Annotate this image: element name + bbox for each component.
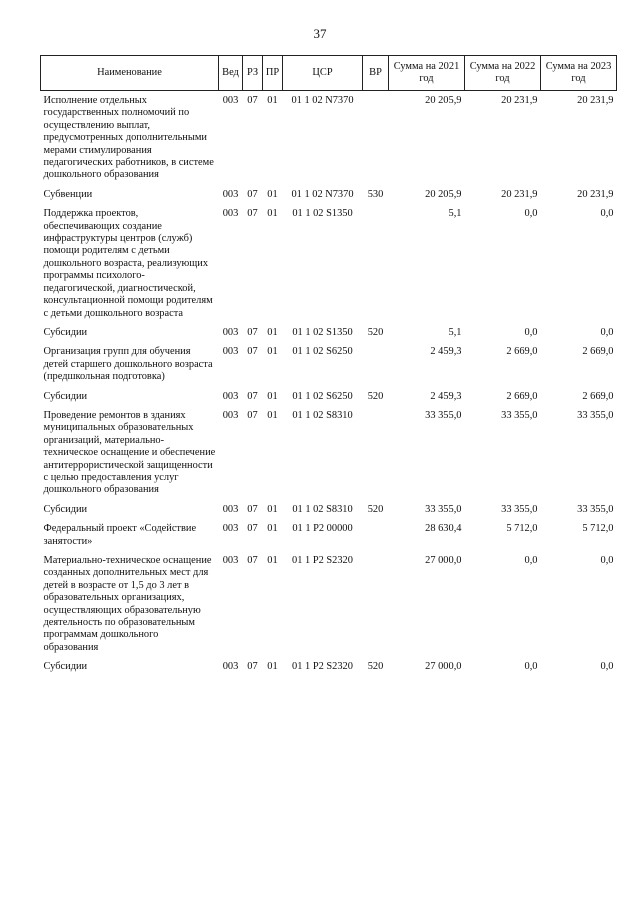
header-name: Наименование bbox=[41, 56, 219, 91]
cell-sum-2023: 20 231,9 bbox=[577, 188, 614, 200]
cell-name: Исполнение отдельных государственных полномочий по осуществлению выплат, предусмотренных дополнительными мерами стимулирования педагогических работников, в системе дошкольного образования bbox=[43, 95, 214, 181]
cell-sum-2022: 0,0 bbox=[524, 208, 538, 220]
cell-sum-2021: 27 000,0 bbox=[425, 661, 462, 673]
cell-sum-2021: 28 630,4 bbox=[425, 523, 462, 535]
table-row bbox=[41, 657, 617, 676]
cell-rz: 07 bbox=[247, 208, 258, 220]
cell-sum-2022: 2 669,0 bbox=[506, 346, 538, 358]
cell-ved: 003 bbox=[222, 409, 239, 421]
cell-ved: 003 bbox=[222, 503, 239, 515]
cell-pr: 01 bbox=[267, 326, 278, 338]
cell-vr bbox=[363, 204, 389, 323]
cell-ved: 003 bbox=[222, 390, 239, 402]
cell-name: Федеральный проект «Содействие занятости» bbox=[43, 523, 197, 547]
cell-sum-2022: 0,0 bbox=[524, 326, 538, 338]
cell-name: Субсидии bbox=[43, 390, 88, 402]
cell-vr: 520 bbox=[367, 503, 384, 515]
cell-sum-2023: 0,0 bbox=[600, 661, 614, 673]
cell-csr: 01 1 P2 S2320 bbox=[292, 555, 353, 566]
cell-rz: 07 bbox=[247, 523, 258, 535]
cell-rz: 07 bbox=[247, 555, 258, 566]
cell-sum-2022: 20 231,9 bbox=[501, 95, 538, 106]
cell-vr: 520 bbox=[367, 326, 384, 338]
cell-pr: 01 bbox=[267, 188, 278, 200]
cell-sum-2023: 5 712,0 bbox=[582, 523, 614, 535]
cell-csr: 01 1 02 S6250 bbox=[292, 346, 353, 358]
cell-ved: 003 bbox=[222, 208, 239, 220]
cell-csr: 01 1 P2 S2320 bbox=[292, 661, 353, 673]
cell-csr: 01 1 02 S8310 bbox=[292, 409, 353, 421]
cell-name: Поддержка проектов, обеспечивающих создание инфраструктуры центров (служб) помощи родителям с детьми дошкольного возраста, реализующих программы психолого-педагогической, диагностической, консультационной помощи родителям с детьми дошкольного возраста bbox=[43, 208, 213, 319]
cell-name: Субсидии bbox=[43, 503, 88, 515]
budget-table bbox=[40, 55, 617, 677]
cell-vr bbox=[363, 551, 389, 657]
header-vr: ВР bbox=[363, 56, 389, 91]
cell-sum-2022: 5 712,0 bbox=[506, 523, 538, 535]
table-body bbox=[41, 91, 617, 677]
cell-sum-2023: 2 669,0 bbox=[582, 390, 614, 402]
cell-sum-2023: 0,0 bbox=[600, 208, 614, 220]
table-row bbox=[41, 500, 617, 519]
table-row bbox=[41, 91, 617, 185]
table-row bbox=[41, 342, 617, 386]
cell-name: Организация групп для обучения детей старшего дошкольного возраста (предшкольная подготовка) bbox=[43, 346, 213, 383]
cell-rz: 07 bbox=[247, 188, 258, 200]
cell-sum-2022: 33 355,0 bbox=[501, 409, 538, 421]
cell-sum-2021: 2 459,3 bbox=[430, 346, 462, 358]
cell-csr: 01 1 02 S1350 bbox=[292, 208, 353, 220]
cell-sum-2021: 20 205,9 bbox=[425, 188, 462, 200]
table-header bbox=[41, 56, 617, 91]
header-csr: ЦСР bbox=[283, 56, 363, 91]
cell-pr: 01 bbox=[267, 523, 278, 535]
cell-rz: 07 bbox=[247, 503, 258, 515]
cell-rz: 07 bbox=[247, 95, 258, 106]
cell-sum-2021: 2 459,3 bbox=[430, 390, 462, 402]
cell-csr: 01 1 02 N7370 bbox=[291, 95, 354, 106]
cell-rz: 07 bbox=[247, 346, 258, 358]
cell-vr bbox=[363, 342, 389, 386]
cell-csr: 01 1 02 S6250 bbox=[292, 390, 353, 402]
header-sum-2023: Сумма на 2023 год bbox=[541, 56, 617, 91]
cell-sum-2022: 0,0 bbox=[524, 555, 538, 566]
cell-vr bbox=[363, 406, 389, 500]
cell-sum-2021: 20 205,9 bbox=[425, 95, 462, 106]
cell-pr: 01 bbox=[267, 661, 278, 673]
cell-rz: 07 bbox=[247, 409, 258, 421]
page-number: 37 bbox=[313, 26, 327, 41]
cell-ved: 003 bbox=[222, 661, 239, 673]
table-row bbox=[41, 185, 617, 204]
cell-pr: 01 bbox=[267, 390, 278, 402]
table-row bbox=[41, 551, 617, 657]
cell-name: Проведение ремонтов в зданиях муниципальных образовательных организаций, материально-техническое оснащение и обеспечение антитеррористической защищенности с целью предоставления услуг дошкольного образования bbox=[43, 409, 216, 496]
cell-sum-2023: 33 355,0 bbox=[577, 503, 614, 515]
table-row bbox=[41, 323, 617, 342]
cell-sum-2021: 5,1 bbox=[448, 326, 462, 338]
cell-sum-2022: 0,0 bbox=[524, 661, 538, 673]
cell-ved: 003 bbox=[222, 346, 239, 358]
table-row bbox=[41, 519, 617, 551]
cell-vr: 530 bbox=[367, 188, 384, 200]
cell-csr: 01 1 02 S1350 bbox=[292, 326, 353, 338]
cell-pr: 01 bbox=[267, 208, 278, 220]
cell-vr bbox=[363, 91, 389, 185]
cell-csr: 01 1 02 S8310 bbox=[292, 503, 353, 515]
cell-csr: 01 1 02 N7370 bbox=[291, 188, 354, 200]
table-row bbox=[41, 204, 617, 323]
cell-sum-2021: 33 355,0 bbox=[425, 409, 462, 421]
cell-rz: 07 bbox=[247, 326, 258, 338]
cell-rz: 07 bbox=[247, 661, 258, 673]
cell-vr: 520 bbox=[367, 661, 384, 673]
cell-ved: 003 bbox=[222, 523, 239, 535]
cell-sum-2023: 2 669,0 bbox=[582, 346, 614, 358]
cell-sum-2021: 27 000,0 bbox=[425, 555, 462, 566]
header-ved: Вед bbox=[219, 56, 243, 91]
cell-pr: 01 bbox=[267, 409, 278, 421]
cell-rz: 07 bbox=[247, 390, 258, 402]
cell-ved: 003 bbox=[222, 95, 239, 106]
cell-name: Материально-техническое оснащение созданных дополнительных мест для детей в возрасте от 1,5 до 3 лет в образовательных организациях, осуществляющих образовательную деятельность по образовательным программам дошкольного образования bbox=[43, 555, 212, 653]
cell-sum-2021: 5,1 bbox=[448, 208, 462, 220]
cell-ved: 003 bbox=[222, 188, 239, 200]
cell-pr: 01 bbox=[267, 503, 278, 515]
cell-vr bbox=[363, 519, 389, 551]
cell-name: Субсидии bbox=[43, 326, 88, 338]
cell-sum-2023: 33 355,0 bbox=[577, 409, 614, 421]
cell-ved: 003 bbox=[222, 326, 239, 338]
cell-vr: 520 bbox=[367, 390, 384, 402]
table-row bbox=[41, 387, 617, 406]
cell-name: Субвенции bbox=[43, 188, 93, 200]
cell-sum-2022: 33 355,0 bbox=[501, 503, 538, 515]
cell-sum-2023: 0,0 bbox=[600, 555, 614, 566]
header-rz: РЗ bbox=[243, 56, 263, 91]
cell-pr: 01 bbox=[267, 555, 278, 566]
cell-sum-2021: 33 355,0 bbox=[425, 503, 462, 515]
header-pr: ПР bbox=[263, 56, 283, 91]
table-row bbox=[41, 406, 617, 500]
cell-sum-2022: 20 231,9 bbox=[501, 188, 538, 200]
cell-pr: 01 bbox=[267, 95, 278, 106]
cell-ved: 003 bbox=[222, 555, 239, 566]
header-sum-2021: Сумма на 2021 год bbox=[389, 56, 465, 91]
cell-sum-2023: 0,0 bbox=[600, 326, 614, 338]
cell-pr: 01 bbox=[267, 346, 278, 358]
cell-name: Субсидии bbox=[43, 661, 88, 673]
header-sum-2022: Сумма на 2022 год bbox=[465, 56, 541, 91]
cell-sum-2023: 20 231,9 bbox=[577, 95, 614, 106]
cell-csr: 01 1 P2 00000 bbox=[292, 523, 353, 535]
cell-sum-2022: 2 669,0 bbox=[506, 390, 538, 402]
